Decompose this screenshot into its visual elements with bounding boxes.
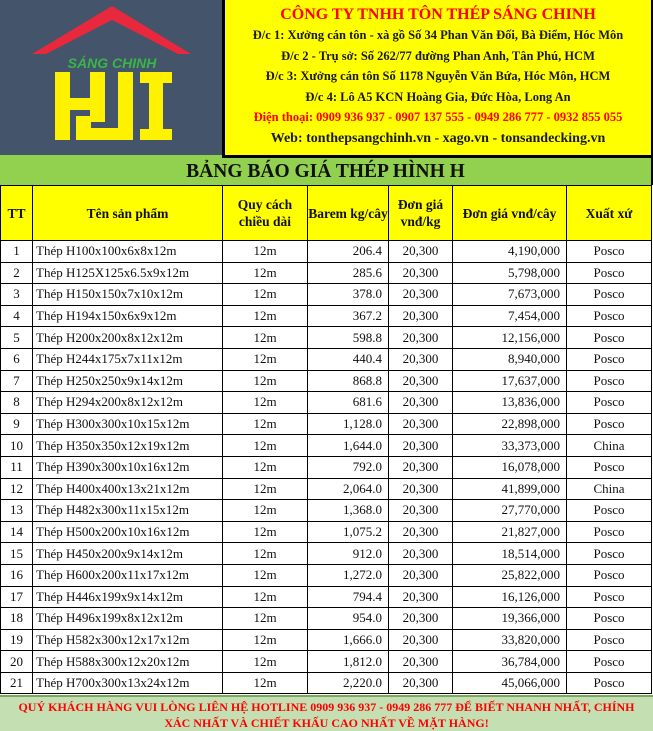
cell-price-bar: 19,366,000: [453, 608, 567, 630]
cell-weight: 954.0: [308, 608, 389, 630]
cell-product: Thép H496x199x8x12x12m: [33, 608, 223, 630]
cell-origin: Posco: [567, 327, 652, 349]
cell-product: Thép H194x150x6x9x12m: [33, 305, 223, 327]
cell-product: Thép H250x250x9x14x12m: [33, 370, 223, 392]
cell-weight: 440.4: [308, 348, 389, 370]
cell-price-kg: 20,300: [389, 608, 453, 630]
cell-tt: 16: [1, 564, 33, 586]
cell-tt: 9: [1, 413, 33, 435]
cell-tt: 20: [1, 651, 33, 673]
cell-weight: 2,064.0: [308, 478, 389, 500]
table-row: [1, 651, 652, 673]
cell-weight: 598.8: [308, 327, 389, 349]
cell-origin: Posco: [567, 284, 652, 306]
cell-price-kg: 20,300: [389, 586, 453, 608]
table-row: [1, 586, 652, 608]
address-2: Đ/c 2 - Trụ sở: Số 262/77 đường Phan Anh, Tân Phú, HCM: [281, 48, 595, 63]
cell-origin: Posco: [567, 500, 652, 522]
cell-weight: 868.8: [308, 370, 389, 392]
cell-tt: 13: [1, 500, 33, 522]
cell-tt: 18: [1, 608, 33, 630]
cell-price-kg: 20,300: [389, 392, 453, 414]
cell-price-bar: 33,373,000: [453, 435, 567, 457]
cell-length: 12m: [223, 500, 308, 522]
cell-weight: 285.6: [308, 262, 389, 284]
cell-length: 12m: [223, 586, 308, 608]
cell-price-bar: 17,637,000: [453, 370, 567, 392]
cell-tt: 8: [1, 392, 33, 414]
cell-price-kg: 20,300: [389, 543, 453, 565]
cell-length: 12m: [223, 564, 308, 586]
page-title: BẢNG BÁO GIÁ THÉP HÌNH H: [0, 158, 653, 185]
cell-price-bar: 45,066,000: [453, 672, 567, 694]
cell-price-bar: 18,514,000: [453, 543, 567, 565]
col-header-price-kg: Đơn giá vnđ/kg: [389, 186, 453, 241]
col-header-product: Tên sản phẩm: [33, 186, 223, 241]
cell-origin: Posco: [567, 241, 652, 263]
cell-origin: Posco: [567, 370, 652, 392]
cell-price-kg: 20,300: [389, 456, 453, 478]
cell-tt: 14: [1, 521, 33, 543]
table-row: [1, 500, 652, 522]
cell-origin: Posco: [567, 672, 652, 694]
cell-product: Thép H482x300x11x15x12m: [33, 500, 223, 522]
cell-price-kg: 20,300: [389, 241, 453, 263]
cell-product: Thép H244x175x7x11x12m: [33, 348, 223, 370]
cell-price-bar: 13,836,000: [453, 392, 567, 414]
cell-weight: 2,220.0: [308, 672, 389, 694]
price-table: [0, 185, 652, 694]
cell-origin: Posco: [567, 262, 652, 284]
cell-price-bar: 27,770,000: [453, 500, 567, 522]
cell-price-bar: 12,156,000: [453, 327, 567, 349]
cell-weight: 912.0: [308, 543, 389, 565]
cell-length: 12m: [223, 629, 308, 651]
table-row: [1, 392, 652, 414]
cell-price-kg: 20,300: [389, 305, 453, 327]
table-row: [1, 478, 652, 500]
cell-length: 12m: [223, 651, 308, 673]
cell-length: 12m: [223, 521, 308, 543]
table-row: [1, 629, 652, 651]
cell-product: Thép H450x200x9x14x12m: [33, 543, 223, 565]
cell-weight: 1,644.0: [308, 435, 389, 457]
cell-length: 12m: [223, 543, 308, 565]
cell-length: 12m: [223, 435, 308, 457]
table-row: [1, 672, 652, 694]
company-info: [222, 0, 653, 158]
address-4: Đ/c 4: Lô A5 KCN Hoàng Gia, Đức Hòa, Long An: [305, 89, 571, 104]
cell-weight: 1,075.2: [308, 521, 389, 543]
table-row: [1, 456, 652, 478]
cell-weight: 1,272.0: [308, 564, 389, 586]
company-logo: [0, 0, 222, 158]
cell-product: Thép H500x200x10x16x12m: [33, 521, 223, 543]
cell-price-bar: 5,798,000: [453, 262, 567, 284]
cell-product: Thép H150x150x7x10x12m: [33, 284, 223, 306]
cell-origin: Posco: [567, 651, 652, 673]
phone-numbers: Điện thoại: 0909 936 937 - 0907 137 555 - 0949 286 777 - 0932 855 055: [253, 110, 623, 124]
cell-price-kg: 20,300: [389, 413, 453, 435]
cell-length: 12m: [223, 305, 308, 327]
col-header-tt: TT: [1, 186, 33, 241]
table-row: [1, 262, 652, 284]
col-header-weight: Barem kg/cây: [308, 186, 389, 241]
cell-product: Thép H294x200x8x12x12m: [33, 392, 223, 414]
cell-weight: 1,666.0: [308, 629, 389, 651]
cell-product: Thép H300x300x10x15x12m: [33, 413, 223, 435]
cell-product: Thép H600x200x11x17x12m: [33, 564, 223, 586]
cell-weight: 792.0: [308, 456, 389, 478]
company-name: CÔNG TY TNHH TÔN THÉP SÁNG CHINH: [280, 6, 596, 23]
cell-length: 12m: [223, 413, 308, 435]
cell-weight: 681.6: [308, 392, 389, 414]
cell-tt: 19: [1, 629, 33, 651]
table-row: [1, 327, 652, 349]
cell-price-kg: 20,300: [389, 284, 453, 306]
footer-line-1: QUÝ KHÁCH HÀNG VUI LÒNG LIÊN HỆ HOTLINE 0909 936 937 - 0949 286 777 ĐỂ BIẾT NHANH NHẤT, CHÍNH: [18, 700, 635, 714]
cell-price-bar: 36,784,000: [453, 651, 567, 673]
cell-price-bar: 4,190,000: [453, 241, 567, 263]
cell-origin: Posco: [567, 348, 652, 370]
col-header-price-bar: Đơn giá vnđ/cây: [453, 186, 567, 241]
cell-weight: 1,368.0: [308, 500, 389, 522]
table-row: [1, 284, 652, 306]
address-1: Đ/c 1: Xưởng cán tôn - xà gồ Số 34 Phan Văn Đối, Bà Điểm, Hóc Môn: [252, 28, 624, 42]
cell-tt: 1: [1, 241, 33, 263]
table-row: [1, 370, 652, 392]
table-row: [1, 241, 652, 263]
website-links: Web: tonthepsangchinh.vn - xago.vn - tonsandecking.vn: [270, 131, 606, 146]
logo-brand-text: SÁNG CHINH: [67, 55, 157, 71]
cell-product: Thép H582x300x12x17x12m: [33, 629, 223, 651]
cell-price-kg: 20,300: [389, 651, 453, 673]
cell-price-kg: 20,300: [389, 435, 453, 457]
cell-product: Thép H390x300x10x16x12m: [33, 456, 223, 478]
cell-price-kg: 20,300: [389, 370, 453, 392]
address-3: Đ/c 3: Xưởng cán tôn Số 1178 Nguyễn Văn Bứa, Hóc Môn, HCM: [265, 69, 611, 83]
table-row: [1, 564, 652, 586]
cell-origin: China: [567, 478, 652, 500]
cell-origin: Posco: [567, 608, 652, 630]
cell-tt: 5: [1, 327, 33, 349]
cell-length: 12m: [223, 478, 308, 500]
table-row: [1, 348, 652, 370]
cell-product: Thép H400x400x13x21x12m: [33, 478, 223, 500]
cell-product: Thép H588x300x12x20x12m: [33, 651, 223, 673]
cell-origin: Posco: [567, 521, 652, 543]
hotline-footer: [0, 695, 653, 731]
col-header-origin: Xuất xứ: [567, 186, 652, 241]
cell-price-kg: 20,300: [389, 500, 453, 522]
cell-origin: Posco: [567, 564, 652, 586]
cell-length: 12m: [223, 327, 308, 349]
cell-tt: 17: [1, 586, 33, 608]
cell-product: Thép H700x300x13x24x12m: [33, 672, 223, 694]
cell-length: 12m: [223, 608, 308, 630]
logo-house-icon: [0, 0, 222, 155]
cell-tt: 3: [1, 284, 33, 306]
cell-origin: Posco: [567, 305, 652, 327]
cell-length: 12m: [223, 284, 308, 306]
table-row: [1, 608, 652, 630]
cell-product: Thép H446x199x9x14x12m: [33, 586, 223, 608]
cell-price-bar: 25,822,000: [453, 564, 567, 586]
cell-price-kg: 20,300: [389, 629, 453, 651]
cell-length: 12m: [223, 456, 308, 478]
cell-origin: Posco: [567, 392, 652, 414]
table-row: [1, 435, 652, 457]
cell-length: 12m: [223, 672, 308, 694]
cell-weight: 378.0: [308, 284, 389, 306]
table-row: [1, 543, 652, 565]
cell-price-kg: 20,300: [389, 521, 453, 543]
cell-price-kg: 20,300: [389, 327, 453, 349]
table-row: [1, 521, 652, 543]
cell-price-bar: 8,940,000: [453, 348, 567, 370]
table-header-row: [1, 186, 652, 241]
cell-origin: Posco: [567, 543, 652, 565]
cell-tt: 4: [1, 305, 33, 327]
cell-price-kg: 20,300: [389, 672, 453, 694]
cell-tt: 21: [1, 672, 33, 694]
cell-length: 12m: [223, 348, 308, 370]
cell-price-bar: 7,673,000: [453, 284, 567, 306]
cell-tt: 2: [1, 262, 33, 284]
cell-origin: Posco: [567, 456, 652, 478]
cell-length: 12m: [223, 370, 308, 392]
footer-line-2: XÁC NHẤT VÀ CHIẾT KHẤU CAO NHẤT VỀ MẶT HÀNG!: [164, 716, 489, 730]
cell-length: 12m: [223, 241, 308, 263]
cell-tt: 7: [1, 370, 33, 392]
cell-product: Thép H100x100x6x8x12m: [33, 241, 223, 263]
cell-origin: Posco: [567, 586, 652, 608]
cell-product: Thép H200x200x8x12x12m: [33, 327, 223, 349]
cell-length: 12m: [223, 392, 308, 414]
col-header-length: Quy cách chiều dài: [223, 186, 308, 241]
cell-tt: 12: [1, 478, 33, 500]
cell-price-bar: 21,827,000: [453, 521, 567, 543]
cell-price-kg: 20,300: [389, 348, 453, 370]
cell-weight: 1,812.0: [308, 651, 389, 673]
cell-origin: China: [567, 435, 652, 457]
cell-price-kg: 20,300: [389, 564, 453, 586]
cell-weight: 1,128.0: [308, 413, 389, 435]
table-row: [1, 305, 652, 327]
cell-tt: 15: [1, 543, 33, 565]
header-banner: [0, 0, 653, 158]
cell-weight: 206.4: [308, 241, 389, 263]
cell-origin: Posco: [567, 629, 652, 651]
cell-price-kg: 20,300: [389, 478, 453, 500]
cell-weight: 794.4: [308, 586, 389, 608]
cell-product: Thép H350x350x12x19x12m: [33, 435, 223, 457]
cell-price-bar: 16,078,000: [453, 456, 567, 478]
cell-weight: 367.2: [308, 305, 389, 327]
cell-price-bar: 7,454,000: [453, 305, 567, 327]
cell-origin: Posco: [567, 413, 652, 435]
table-row: [1, 413, 652, 435]
cell-price-bar: 22,898,000: [453, 413, 567, 435]
cell-tt: 11: [1, 456, 33, 478]
cell-price-bar: 33,820,000: [453, 629, 567, 651]
cell-price-bar: 41,899,000: [453, 478, 567, 500]
cell-price-bar: 16,126,000: [453, 586, 567, 608]
cell-length: 12m: [223, 262, 308, 284]
cell-tt: 6: [1, 348, 33, 370]
cell-price-kg: 20,300: [389, 262, 453, 284]
cell-product: Thép H125X125x6.5x9x12m: [33, 262, 223, 284]
cell-tt: 10: [1, 435, 33, 457]
